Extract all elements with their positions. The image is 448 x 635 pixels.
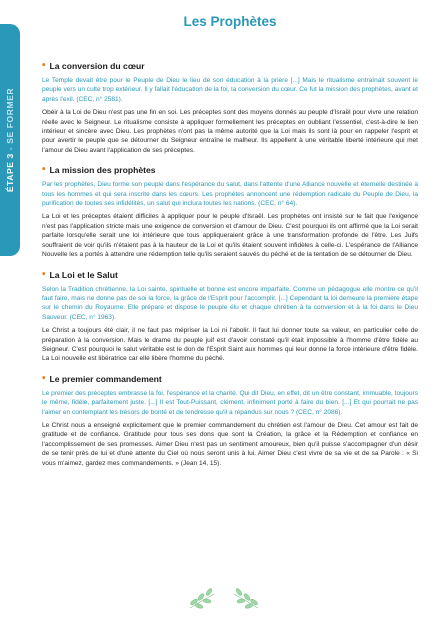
section-heading-text: Le premier commandement	[49, 373, 162, 384]
leaf-branch-icon	[184, 582, 264, 612]
section-loi-salut	[42, 270, 418, 364]
sidebar-label	[5, 88, 15, 192]
catechism-quote: Le premier des préceptes embrasse la foi, l'espérance et la charité. Qui dit Dieu, en effet, dit un être constant, immuable, toujours le même, fidèle, parfaitement juste. [...] Il est Tout-Puissant, clément, infiniment porté à faire du bien. [...] Et qui pourrait ne pas l'aimer en contemplant les trésors de bonté et de tendresse qu'il a répandus sur nous ? (CEC, n° 2086).	[42, 389, 418, 416]
section-mission	[42, 165, 418, 259]
section-body: La Loi et les préceptes étaient difficiles à appliquer pour le peuple d'Israël. Les prophètes ont insisté sur le fait que l'exigence n'est pas l'application stricte mais une exigence de conversion et d'amour de Dieu. C'est pourquoi ils ont affirmé que la Loi serait parfaite lorsqu'elle serait une loi intérieure que tous appliqueraient grâce à une transformation profonde de l'être. Les Juifs souffraient de voir qu'ils n'étaient pas à la hauteur de la Loi et qu'ils étaient souvent infidèles à celle-ci. L'espérance de l'Alliance Nouvelle les a portés à attendre une rédemption telle qu'ils seraient sauvés du péché et de la tentation de se détourner de Dieu.	[42, 213, 418, 259]
section-heading-text: La mission des prophètes	[49, 165, 156, 176]
page-title: Les Prophètes	[183, 14, 277, 29]
section-heading-text: La conversion du cœur	[49, 61, 145, 71]
catechism-quote: Le Temple devait être pour le Peuple de Dieu le lieu de son éducation à la prière [...] Mais le ritualisme entraînait souvent le peuple vers un culte trop extérieur. Il y fallait l'éducation de la foi, la conversion du cœur. Ce fut la mission des prophètes, avant et après l'exil. (CEC, n° 2581).	[42, 77, 418, 103]
section-heading	[42, 270, 418, 280]
bullet-icon: •	[42, 372, 46, 384]
sidebar-separator: -	[5, 143, 16, 154]
section-body: Obéir à la Loi de Dieu n'est pas une fin en soi. Les préceptes sont des moyens donnés au peuple d'Israël pour vivre une relation réelle avec le Seigneur. Le ritualisme consiste à appliquer formellement les préceptes en oubliant l'essentiel, c'est-à-dire le lien intérieur et sincère avec Dieu. Les prophètes n'ont pas la même autorité que la Loi mais ils sont là pour en rappeler l'esprit et pour avertir le peuple que se détourner du Seigneur entraîne le malheur. Ils appellent à une véritable liberté intérieure qui met l'amour de Dieu avant l'application de ses préceptes.	[42, 109, 418, 154]
sidebar-step: ÉTAPE 3	[5, 153, 16, 193]
bullet-icon: •	[42, 164, 46, 176]
section-heading	[42, 165, 418, 175]
sidebar-tab	[0, 24, 20, 256]
sidebar-topic: SE FORMER	[5, 87, 16, 144]
section-heading-text: La Loi et le Salut	[49, 269, 118, 280]
section-heading	[42, 61, 418, 71]
section-heading	[42, 374, 418, 384]
bullet-icon: •	[42, 60, 46, 71]
section-premier-commandement	[42, 374, 418, 468]
catechism-quote: Par les prophètes, Dieu forme son peuple dans l'espérance du salut, dans l'attente d'une Alliance nouvelle et éternelle destinée à tous les hommes et qui sera inscrite dans les cœurs. Les prophètes annoncent une rédemption radicale du Peuple de Dieu, la purification de toutes ses infidélités, un salut qui inclura toutes les nations. (CEC, n° 64).	[42, 181, 418, 208]
section-body: Le Christ nous a enseigné explicitement que le premier commandement du chrétien est l'amour de Dieu. Cet amour est fait de gratitude et de confiance. Gratitude pour tous ses dons que sont la Création, la grâce et la Rédemption et confiance en l'accomplissement de ses promesses. Aimer Dieu n'est pas un sentiment amoureux, bien qu'il puisse s'accompagner d'un désir de se tenir près de lui et d'une attente du Ciel où nous seront unis à lui. Aimer Dieu c'est vivre de sa vie et de sa Parole : « Si vous m'aimez, gardez mes commandements. » (Jean 14, 15).	[42, 421, 418, 467]
page-content	[42, 14, 418, 468]
catechism-quote: Selon la Tradition chrétienne, la Loi sainte, spirituelle et bonne est encore imparfaite. Comme un pédagogue elle montre ce qu'il faut faire, mais ne donne pas de soi la force, la grâce de l'Esprit pour l'accomplir. [...] Cependant la loi demeure la première étape sur le chemin du Royaume. Elle prépare et dispose le peuple élu et chaque chrétien à la conversion et à la foi dans le Dieu Sauveur. (CEC, n° 1963).	[42, 285, 418, 321]
bullet-icon: •	[42, 268, 46, 280]
section-conversion	[42, 61, 418, 155]
section-body: Le Christ a toujours été clair, il ne faut pas mépriser la Loi ni l'abolir. Il faut lui donner toute sa valeur, en particulier celle de préparation à la conversion. Mais le drame du peuple juif est d'avoir constaté qu'il était impossible à l'homme d'être fidèle au Seigneur. C'est pourquoi le salut véritable est le don de l'Esprit Saint aux hommes qui leur donne la force intérieure d'être fidèle. La Loi nouvelle est libératrice car elle libère l'homme du péché.	[42, 327, 418, 363]
